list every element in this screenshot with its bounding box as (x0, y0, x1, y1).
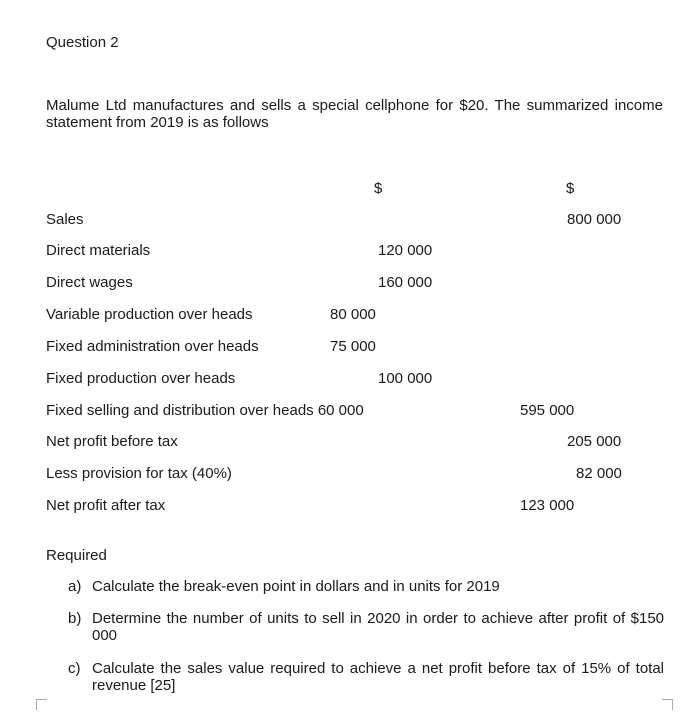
intro-paragraph: Malume Ltd manufactures and sells a special cellphone for $20. The summarized income statement from 2019 is as follows (46, 97, 663, 131)
direct-wages-amount: 160 000 (378, 274, 433, 291)
fixed-admin-label: Fixed administration over heads (46, 338, 259, 355)
net-profit-before-tax-total: 205 000 (567, 433, 622, 450)
net-profit-before-tax-label: Net profit before tax (46, 433, 178, 450)
fixed-admin-amount: 75 000 (330, 338, 376, 355)
sales-total: 800 000 (567, 211, 622, 228)
required-heading: Required (46, 547, 107, 564)
variable-production-amount: 80 000 (330, 306, 376, 323)
tax-provision-label: Less provision for tax (40%) (46, 465, 232, 482)
sales-label: Sales (46, 211, 84, 228)
currency-header-col1: $ (374, 180, 383, 197)
variable-production-label: Variable production over heads (46, 306, 253, 323)
net-profit-after-tax-label: Net profit after tax (46, 497, 166, 514)
item-text: Calculate the sales value required to achieve a net profit before tax of 15% of total revenue [25] (92, 660, 664, 694)
item-text: Calculate the break-even point in dollars and in units for 2019 (92, 578, 500, 595)
item-text: Determine the number of units to sell in 2020 in order to achieve after profit of $150 000 (92, 610, 664, 644)
item-letter: c) (68, 660, 81, 677)
currency-header-col2: $ (566, 180, 575, 197)
net-profit-after-tax-total: 123 000 (520, 497, 575, 514)
question-heading: Question 2 (46, 34, 119, 51)
fixed-production-label: Fixed production over heads (46, 370, 236, 387)
tax-provision-total: 82 000 (576, 465, 622, 482)
direct-materials-amount: 120 000 (378, 242, 433, 259)
page-corner-mark-left (36, 699, 47, 710)
direct-wages-label: Direct wages (46, 274, 133, 291)
fixed-selling-label: Fixed selling and distribution over heads 60 000 (46, 402, 364, 419)
direct-materials-label: Direct materials (46, 242, 151, 259)
total-costs: 595 000 (520, 402, 575, 419)
item-letter: a) (68, 578, 82, 595)
item-letter: b) (68, 610, 82, 627)
fixed-production-amount: 100 000 (378, 370, 433, 387)
page-corner-mark-right (662, 699, 673, 710)
